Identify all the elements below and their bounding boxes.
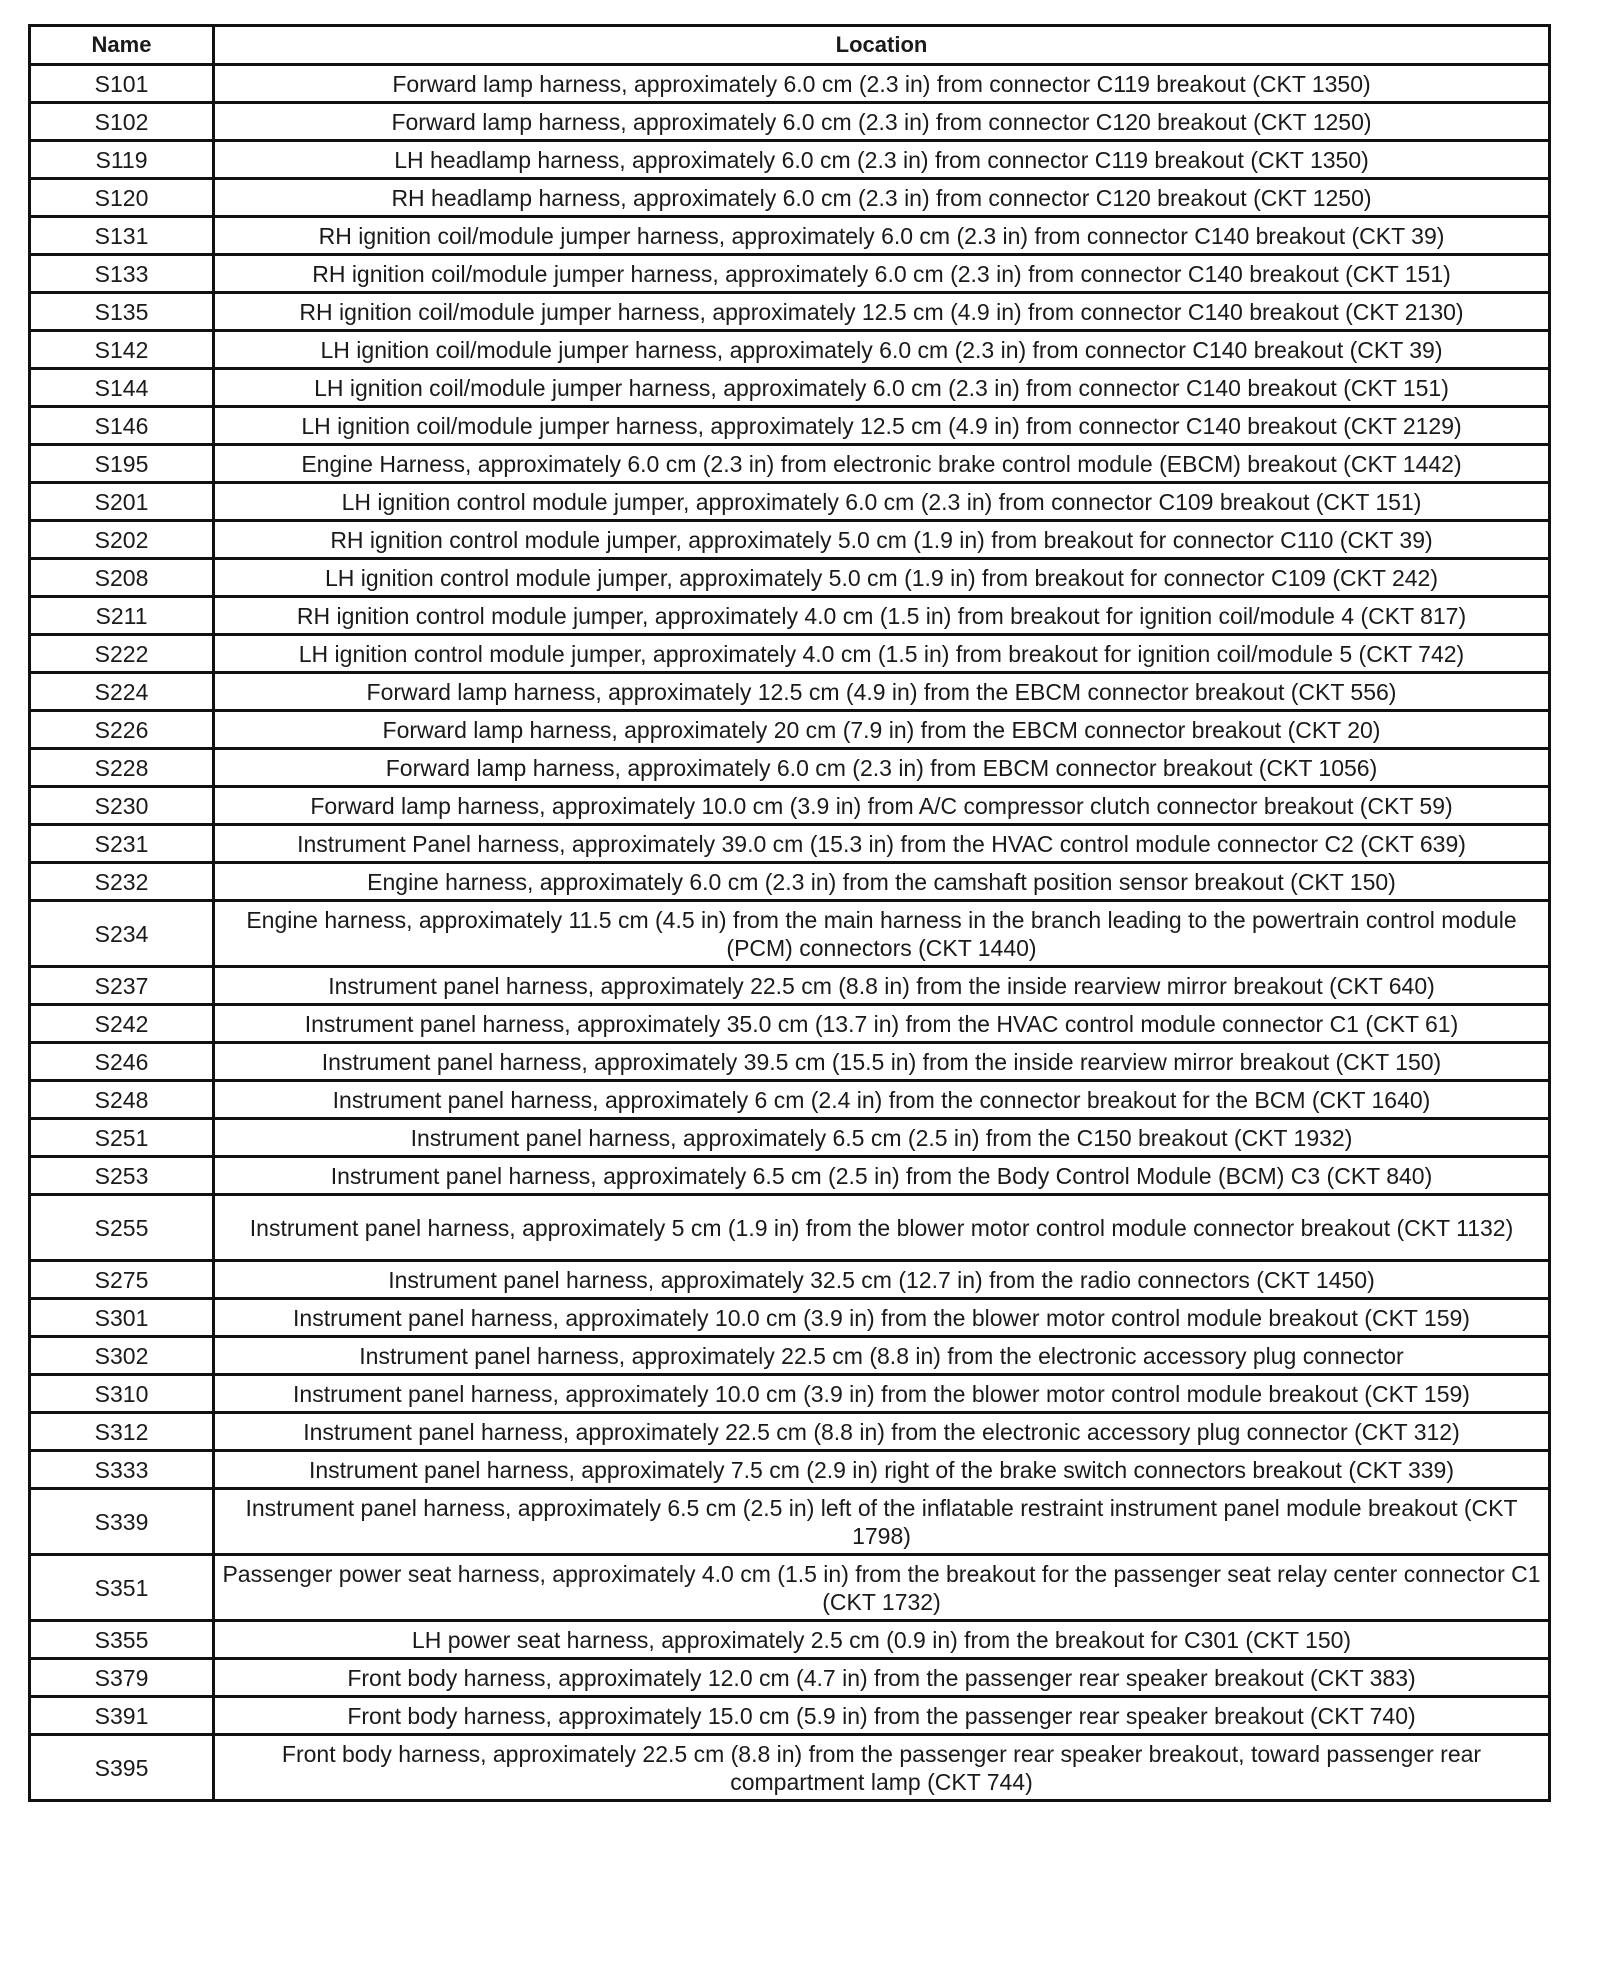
table-row: [30, 787, 1550, 825]
splice-name-cell: S255: [30, 1195, 214, 1261]
table-row: [30, 1119, 1550, 1157]
splice-location-cell: LH power seat harness, approximately 2.5 cm (0.9 in) from the breakout for C301 (CKT 150): [214, 1621, 1550, 1659]
splice-name-cell: S248: [30, 1081, 214, 1119]
splice-location-cell: RH headlamp harness, approximately 6.0 cm (2.3 in) from connector C120 breakout (CKT 1250): [214, 179, 1550, 217]
table-row: [30, 1299, 1550, 1337]
splice-location-cell: Instrument panel harness, approximately 6 cm (2.4 in) from the connector breakout for the BCM (CKT 1640): [214, 1081, 1550, 1119]
splice-location-cell: LH ignition control module jumper, approximately 6.0 cm (2.3 in) from connector C109 breakout (CKT 151): [214, 483, 1550, 521]
splice-name-cell: S379: [30, 1659, 214, 1697]
splice-name-cell: S339: [30, 1489, 214, 1555]
table-row: [30, 179, 1550, 217]
splice-location-cell: LH ignition coil/module jumper harness, approximately 12.5 cm (4.9 in) from connector C140 breakout (CKT 2129): [214, 407, 1550, 445]
table-row: [30, 1043, 1550, 1081]
header-row: [30, 26, 1550, 65]
table-row: [30, 749, 1550, 787]
splice-location-cell: Instrument panel harness, approximately 6.5 cm (2.5 in) from the C150 breakout (CKT 1932): [214, 1119, 1550, 1157]
table-body: [30, 65, 1550, 1801]
splice-location-cell: Instrument panel harness, approximately 39.5 cm (15.5 in) from the inside rearview mirror breakout (CKT 150): [214, 1043, 1550, 1081]
splice-name-cell: S228: [30, 749, 214, 787]
table-row: [30, 1261, 1550, 1299]
table-row: [30, 1337, 1550, 1375]
table-header: [30, 26, 1550, 65]
splice-name-cell: S135: [30, 293, 214, 331]
table-row: [30, 1489, 1550, 1555]
splice-name-cell: S310: [30, 1375, 214, 1413]
table-row: [30, 141, 1550, 179]
table-row: [30, 1195, 1550, 1261]
splice-location-cell: Forward lamp harness, approximately 12.5 cm (4.9 in) from the EBCM connector breakout (CKT 556): [214, 673, 1550, 711]
table-row: [30, 255, 1550, 293]
table-row: [30, 967, 1550, 1005]
table-row: [30, 369, 1550, 407]
splice-location-cell: Forward lamp harness, approximately 6.0 cm (2.3 in) from EBCM connector breakout (CKT 1056): [214, 749, 1550, 787]
table-row: [30, 407, 1550, 445]
splice-location-cell: LH ignition coil/module jumper harness, approximately 6.0 cm (2.3 in) from connector C140 breakout (CKT 39): [214, 331, 1550, 369]
splice-location-cell: Forward lamp harness, approximately 6.0 cm (2.3 in) from connector C120 breakout (CKT 1250): [214, 103, 1550, 141]
splice-name-cell: S146: [30, 407, 214, 445]
splice-location-cell: Forward lamp harness, approximately 20 cm (7.9 in) from the EBCM connector breakout (CKT 20): [214, 711, 1550, 749]
table-row: [30, 1621, 1550, 1659]
splice-name-cell: S230: [30, 787, 214, 825]
splice-name-cell: S232: [30, 863, 214, 901]
table-row: [30, 1375, 1550, 1413]
splice-name-cell: S355: [30, 1621, 214, 1659]
splice-location-cell: RH ignition coil/module jumper harness, approximately 6.0 cm (2.3 in) from connector C140 breakout (CKT 39): [214, 217, 1550, 255]
splice-location-table: [28, 24, 1551, 1802]
table-row: [30, 863, 1550, 901]
table-row: [30, 673, 1550, 711]
table-row: [30, 65, 1550, 103]
splice-name-cell: S195: [30, 445, 214, 483]
table-row: [30, 901, 1550, 967]
splice-location-cell: Front body harness, approximately 15.0 cm (5.9 in) from the passenger rear speaker breakout (CKT 740): [214, 1697, 1550, 1735]
splice-location-cell: Forward lamp harness, approximately 10.0 cm (3.9 in) from A/C compressor clutch connector breakout (CKT 59): [214, 787, 1550, 825]
splice-location-cell: Instrument panel harness, approximately 10.0 cm (3.9 in) from the blower motor control module breakout (CKT 159): [214, 1375, 1550, 1413]
splice-name-cell: S246: [30, 1043, 214, 1081]
splice-location-cell: Instrument panel harness, approximately 22.5 cm (8.8 in) from the electronic accessory plug connector: [214, 1337, 1550, 1375]
splice-name-cell: S202: [30, 521, 214, 559]
splice-name-cell: S133: [30, 255, 214, 293]
splice-name-cell: S234: [30, 901, 214, 967]
table-row: [30, 597, 1550, 635]
splice-location-cell: RH ignition coil/module jumper harness, approximately 12.5 cm (4.9 in) from connector C140 breakout (CKT 2130): [214, 293, 1550, 331]
splice-location-cell: Instrument panel harness, approximately 7.5 cm (2.9 in) right of the brake switch connectors breakout (CKT 339): [214, 1451, 1550, 1489]
splice-name-cell: S231: [30, 825, 214, 863]
splice-name-cell: S251: [30, 1119, 214, 1157]
table-row: [30, 1451, 1550, 1489]
splice-location-cell: Instrument panel harness, approximately 6.5 cm (2.5 in) left of the inflatable restraint instrument panel module breakout (CKT 1798): [214, 1489, 1550, 1555]
table-row: [30, 521, 1550, 559]
splice-location-cell: LH headlamp harness, approximately 6.0 cm (2.3 in) from connector C119 breakout (CKT 1350): [214, 141, 1550, 179]
splice-location-cell: Instrument panel harness, approximately 10.0 cm (3.9 in) from the blower motor control module breakout (CKT 159): [214, 1299, 1550, 1337]
table-row: [30, 483, 1550, 521]
splice-name-cell: S312: [30, 1413, 214, 1451]
splice-location-cell: Instrument panel harness, approximately 6.5 cm (2.5 in) from the Body Control Module (BCM) C3 (CKT 840): [214, 1157, 1550, 1195]
table-row: [30, 1081, 1550, 1119]
splice-location-cell: Forward lamp harness, approximately 6.0 cm (2.3 in) from connector C119 breakout (CKT 1350): [214, 65, 1550, 103]
splice-location-cell: Front body harness, approximately 12.0 cm (4.7 in) from the passenger rear speaker breakout (CKT 383): [214, 1659, 1550, 1697]
table-row: [30, 1555, 1550, 1621]
table-row: [30, 825, 1550, 863]
table-row: [30, 217, 1550, 255]
splice-location-cell: LH ignition control module jumper, approximately 5.0 cm (1.9 in) from breakout for connector C109 (CKT 242): [214, 559, 1550, 597]
splice-name-cell: S120: [30, 179, 214, 217]
splice-name-cell: S211: [30, 597, 214, 635]
splice-name-cell: S119: [30, 141, 214, 179]
table-row: [30, 1157, 1550, 1195]
splice-name-cell: S208: [30, 559, 214, 597]
table-row: [30, 1735, 1550, 1801]
splice-name-cell: S222: [30, 635, 214, 673]
table-row: [30, 1697, 1550, 1735]
splice-location-cell: LH ignition control module jumper, approximately 4.0 cm (1.5 in) from breakout for ignition coil/module 5 (CKT 742): [214, 635, 1550, 673]
table-row: [30, 1659, 1550, 1697]
table-row: [30, 711, 1550, 749]
splice-name-cell: S224: [30, 673, 214, 711]
table-row: [30, 1005, 1550, 1043]
table-row: [30, 103, 1550, 141]
splice-name-cell: S101: [30, 65, 214, 103]
splice-name-cell: S301: [30, 1299, 214, 1337]
splice-location-cell: Front body harness, approximately 22.5 cm (8.8 in) from the passenger rear speaker breakout, toward passenger rear compartment lamp (CKT 744): [214, 1735, 1550, 1801]
splice-location-cell: Engine Harness, approximately 6.0 cm (2.3 in) from electronic brake control module (EBCM) breakout (CKT 1442): [214, 445, 1550, 483]
header-name: Name: [30, 26, 214, 65]
splice-name-cell: S333: [30, 1451, 214, 1489]
splice-location-cell: LH ignition coil/module jumper harness, approximately 6.0 cm (2.3 in) from connector C140 breakout (CKT 151): [214, 369, 1550, 407]
splice-name-cell: S226: [30, 711, 214, 749]
splice-location-cell: Passenger power seat harness, approximately 4.0 cm (1.5 in) from the breakout for the passenger seat relay center connector C1 (CKT 1732): [214, 1555, 1550, 1621]
splice-name-cell: S253: [30, 1157, 214, 1195]
table-row: [30, 1413, 1550, 1451]
splice-location-cell: RH ignition control module jumper, approximately 4.0 cm (1.5 in) from breakout for ignition coil/module 4 (CKT 817): [214, 597, 1550, 635]
splice-name-cell: S144: [30, 369, 214, 407]
splice-location-cell: Instrument panel harness, approximately 5 cm (1.9 in) from the blower motor control module connector breakout (CKT 1132): [214, 1195, 1550, 1261]
splice-name-cell: S395: [30, 1735, 214, 1801]
table-row: [30, 445, 1550, 483]
splice-location-cell: Instrument panel harness, approximately 32.5 cm (12.7 in) from the radio connectors (CKT 1450): [214, 1261, 1550, 1299]
splice-location-cell: Instrument Panel harness, approximately 39.0 cm (15.3 in) from the HVAC control module connector C2 (CKT 639): [214, 825, 1550, 863]
splice-name-cell: S391: [30, 1697, 214, 1735]
splice-name-cell: S275: [30, 1261, 214, 1299]
splice-location-cell: Instrument panel harness, approximately 22.5 cm (8.8 in) from the electronic accessory plug connector (CKT 312): [214, 1413, 1550, 1451]
splice-location-sheet: [28, 24, 1548, 1802]
splice-location-cell: RH ignition control module jumper, approximately 5.0 cm (1.9 in) from breakout for connector C110 (CKT 39): [214, 521, 1550, 559]
splice-location-cell: Engine harness, approximately 6.0 cm (2.3 in) from the camshaft position sensor breakout (CKT 150): [214, 863, 1550, 901]
splice-name-cell: S351: [30, 1555, 214, 1621]
table-row: [30, 293, 1550, 331]
splice-name-cell: S302: [30, 1337, 214, 1375]
splice-name-cell: S201: [30, 483, 214, 521]
splice-location-cell: RH ignition coil/module jumper harness, approximately 6.0 cm (2.3 in) from connector C140 breakout (CKT 151): [214, 255, 1550, 293]
splice-name-cell: S242: [30, 1005, 214, 1043]
splice-name-cell: S142: [30, 331, 214, 369]
table-row: [30, 559, 1550, 597]
splice-name-cell: S102: [30, 103, 214, 141]
splice-location-cell: Instrument panel harness, approximately 35.0 cm (13.7 in) from the HVAC control module connector C1 (CKT 61): [214, 1005, 1550, 1043]
splice-location-cell: Engine harness, approximately 11.5 cm (4.5 in) from the main harness in the branch leading to the powertrain control module (PCM) connectors (CKT 1440): [214, 901, 1550, 967]
header-location: Location: [214, 26, 1550, 65]
table-row: [30, 331, 1550, 369]
splice-name-cell: S237: [30, 967, 214, 1005]
splice-name-cell: S131: [30, 217, 214, 255]
splice-location-cell: Instrument panel harness, approximately 22.5 cm (8.8 in) from the inside rearview mirror breakout (CKT 640): [214, 967, 1550, 1005]
table-row: [30, 635, 1550, 673]
